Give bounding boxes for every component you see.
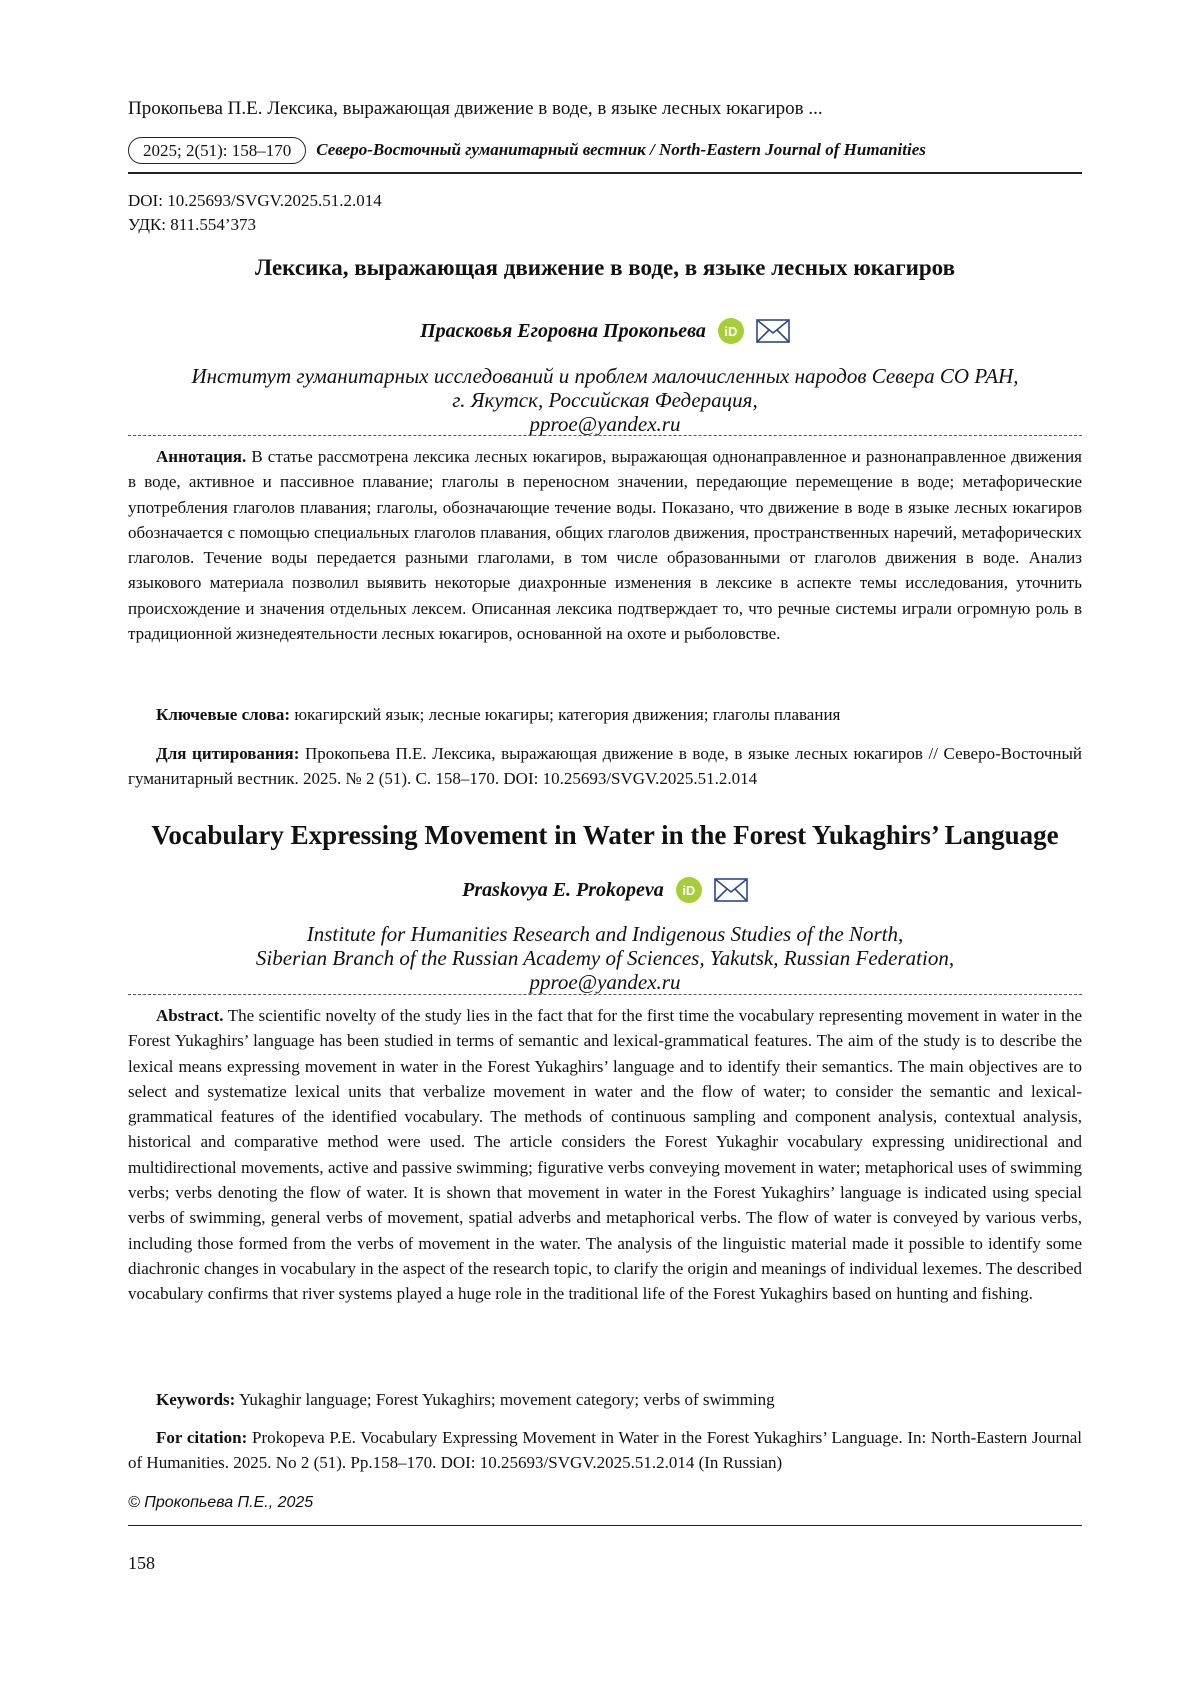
keywords-en [128, 1387, 1082, 1412]
orcid-icon[interactable]: iD [676, 877, 702, 903]
citation-ru [128, 741, 1082, 792]
author-row-en [128, 877, 1082, 903]
journal-row [128, 136, 1082, 164]
title-ru: Лексика, выражающая движение в воде, в языке лесных юкагиров [254, 255, 956, 280]
affiliation-en [128, 922, 1082, 994]
email-link[interactable]: pproe@yandex.ru [529, 412, 681, 436]
footer-divider [128, 1525, 1082, 1526]
citation-label: For citation: [156, 1428, 248, 1447]
keywords-ru [128, 702, 1082, 727]
keywords-text: юкагирский язык; лесные юкагиры; категория движения; глаголы плавания [290, 705, 841, 724]
abstract-label: Аннотация. [156, 447, 247, 466]
doi[interactable]: DOI: 10.25693/SVGV.2025.51.2.014 [128, 191, 382, 210]
article-meta [128, 189, 382, 237]
abstract-ru [128, 444, 1082, 646]
citation-label: Для цитирования: [156, 744, 300, 763]
citation-en [128, 1425, 1082, 1476]
mail-icon[interactable] [756, 319, 790, 343]
abstract-text: The scientific novelty of the study lies in the fact that for the first time the vocabulary representing movement in water in the Forest Yukaghirs’ language has been studied in terms of semantic and lexical-grammatical features. The aim of the study is to describe the lexical means expressing movement in water in the Forest Yukaghirs’ language and to identify their semantics. The main objectives are to select and systematize lexical units that verbalize movement in water and the flow of water; to consider the semantic and lexical-grammatical features of the identified vocabulary. The methods of continuous sampling and component analysis, contextual analysis, historical and comparative method were used. The article considers the Forest Yukaghir vocabulary expressing unidirectional and multidirectional movements, active and passive swimming; figurative verbs conveying movement in water; metaphorical uses of swimming verbs; verbs denoting the flow of water. It is shown that movement in water in the Forest Yukaghirs’ language is indicated using special verbs of swimming, general verbs of movement, spatial adverbs and metaphorical verbs. The flow of water is conveyed by various verbs, including those formed from the verbs of movement in the water. The analysis of the linguistic material made it possible to identify some diachronic changes in vocabulary in the aspect of the research topic, to clarify the origin and meanings of individual lexemes. The described vocabulary confirms that river systems played a huge role in the traditional life of the Forest Yukaghirs based on hunting and fishing. [128, 1006, 1082, 1304]
abstract-en [128, 1003, 1082, 1307]
affiliation-line: Institute for Humanities Research and Indigenous Studies of the North, [306, 922, 904, 946]
udk: УДК: 811.554’373 [128, 215, 257, 234]
header-divider [128, 172, 1082, 174]
dashed-divider [128, 994, 1082, 995]
copyright: © Прокопьева П.Е., 2025 [128, 1494, 314, 1511]
author-name-en: Praskovya E. Prokopeva [462, 878, 664, 901]
citation-text: Прокопьева П.Е. Лексика, выражающая движение в воде, в языке лесных юкагиров // Северо-Восточный гуманитарный вестник. 2025. № 2 (51). С. 158–170. DOI: 10.25693/SVGV.2025.51.2.014 [128, 744, 1082, 789]
keywords-label: Keywords: [156, 1390, 236, 1409]
author-name-ru: Прасковья Егоровна Прокопьева [420, 319, 706, 342]
title-en: Vocabulary Expressing Movement in Water in the Forest Yukaghirs’ Language [151, 820, 1059, 850]
page-number: 158 [128, 1553, 155, 1573]
keywords-label: Ключевые слова: [156, 705, 291, 724]
mail-icon[interactable] [714, 878, 748, 902]
abstract-label: Abstract. [156, 1006, 224, 1025]
issue-badge: 2025; 2(51): 158–170 [128, 137, 306, 164]
keywords-text: Yukaghir language; Forest Yukaghirs; movement category; verbs of swimming [235, 1390, 775, 1409]
running-head: Прокопьева П.Е. Лексика, выражающая движение в воде, в языке лесных юкагиров ... [128, 98, 823, 119]
affiliation-line: Институт гуманитарных исследований и проблем малочисленных народов Севера СО РАН, [191, 364, 1019, 388]
citation-text: Prokopeva P.E. Vocabulary Expressing Movement in Water in the Forest Yukaghirs’ Language. In: North-Eastern Journal of Humanities. 2025. No 2 (51). Pp.158–170. DOI: 10.25693/SVGV.2025.51.2.014 (In Russian) [128, 1428, 1082, 1473]
email-link[interactable]: pproe@yandex.ru [529, 970, 681, 994]
orcid-icon[interactable]: iD [718, 318, 744, 344]
abstract-text: В статье рассмотрена лексика лесных юкагиров, выражающая однонаправленное и разнонаправленное движения в воде, активное и пассивное плавание; глаголы в переносном значении, передающие перемещение в воде; метафорические употребления глаголов плавания; глаголы, обозначающие течение воды. Показано, что движение в воде в языке лесных юкагиров обозначается с помощью специальных глаголов плавания, общих глаголов движения, пространственных наречий, метафорических глаголов. Течение воды передается разными глаголами, в том числе образованными от глаголов движения в воде. Анализ языкового материала позволил выявить некоторые диахронные изменения в лексике в аспекте темы исследования, уточнить происхождение и значения отдельных лексем. Описанная лексика подтверждает то, что речные системы играли огромную роль в традиционной жизнедеятельности лесных юкагиров, основанной на охоте и рыболовстве. [128, 447, 1082, 644]
author-row-ru [128, 318, 1082, 344]
affiliation-line: г. Якутск, Российская Федерация, [452, 388, 758, 412]
journal-name: Северо-Восточный гуманитарный вестник / North-Eastern Journal of Humanities [316, 140, 926, 159]
dashed-divider [128, 435, 1082, 436]
affiliation-line: Siberian Branch of the Russian Academy of Sciences, Yakutsk, Russian Federation, [255, 946, 955, 970]
affiliation-ru [128, 364, 1082, 436]
